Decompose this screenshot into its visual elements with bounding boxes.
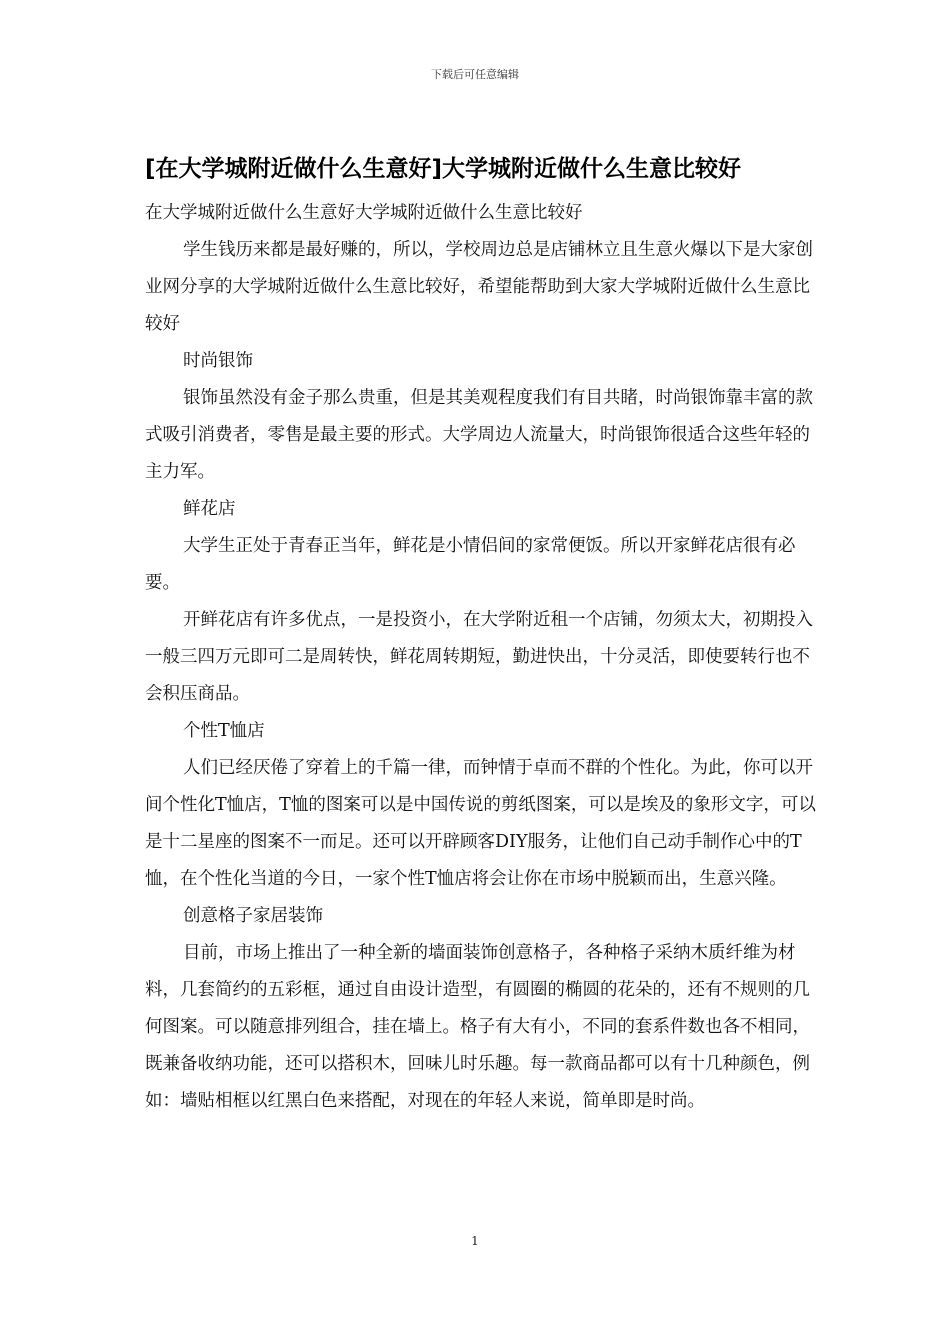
section-heading-tshirt-shop: 个性T恤店	[183, 721, 265, 741]
paragraph-flower-shop-1: 大学生正处于青春正当年，鲜花是小情侣间的家常便饭。所以开家鲜花店很有必要。	[145, 536, 796, 593]
subtitle: 在大学城附近做什么生意好大学城附近做什么生意比较好	[145, 203, 583, 223]
paragraph-grid-decor: 目前，市场上推出了一种全新的墙面装饰创意格子，各种格子采纳木质纤维为材料，几套简约的五彩框，通过自由设计造型，有圆圈的椭圆的花朵的，还有不规则的几何图案。可以随意排列组合，挂在墙上。格子有大有小，不同的套系件数也各不相同，既兼备收纳功能，还可以搭积木，回味儿时乐趣。每一款商品都可以有十几种颜色，例如：墙贴相框以红黑白色来搭配，对现在的年轻人来说，简单即是时尚。	[145, 943, 810, 1111]
section-heading-silver-jewelry: 时尚银饰	[183, 351, 253, 371]
header-note: 下载后可任意编辑	[431, 68, 519, 81]
paragraph-silver-jewelry: 银饰虽然没有金子那么贵重，但是其美观程度我们有目共睹，时尚银饰靠丰富的款式吸引消费者，零售是最主要的形式。大学周边人流量大，时尚银饰很适合这些年轻的主力军。	[145, 388, 813, 482]
paragraph-tshirt-shop: 人们已经厌倦了穿着上的千篇一律，而钟情于卓而不群的个性化。为此，你可以开间个性化T恤店，T恤的图案可以是中国传说的剪纸图案，可以是埃及的象形文字，可以是十二星座的图案不一而足。还可以开辟顾客DIY服务，让他们自己动手制作心中的T恤，在个性化当道的今日，一家个性T恤店将会让你在市场中脱颖而出，生意兴隆。	[145, 758, 816, 889]
document-title: [在大学城附近做什么生意好]大学城附近做什么生意比较好	[145, 156, 742, 182]
paragraph-flower-shop-2: 开鲜花店有许多优点，一是投资小，在大学附近租一个店铺，勿须太大，初期投入一般三四万元即可二是周转快，鲜花周转期短，勤进快出，十分灵活，即使要转行也不会积压商品。	[145, 610, 813, 704]
section-heading-grid-decor: 创意格子家居装饰	[183, 906, 323, 926]
document-body	[145, 195, 817, 1120]
section-heading-flower-shop: 鲜花店	[183, 499, 236, 519]
intro-paragraph: 学生钱历来都是最好赚的，所以，学校周边总是店铺林立且生意火爆以下是大家创业网分享的大学城附近做什么生意比较好，希望能帮助到大家大学城附近做什么生意比较好	[145, 240, 813, 334]
page-number: 1	[471, 1234, 479, 1248]
